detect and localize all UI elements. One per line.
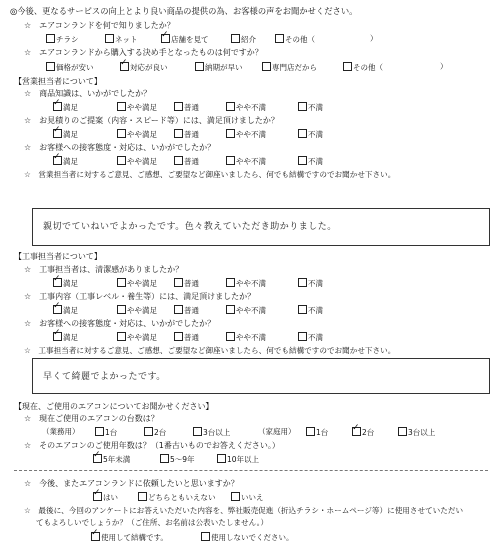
years-opt-5to9[interactable]: 5〜9年	[160, 454, 195, 465]
work-comment-text: 早くて綺麗でよかったです。	[43, 372, 166, 382]
home-opt-2[interactable]: ✓ 2台	[352, 427, 374, 438]
publish-opt-allow[interactable]: ✓使用して結構です。	[91, 532, 168, 543]
checkbox-icon	[343, 62, 352, 71]
business-label: （業務用）	[42, 427, 80, 436]
q2-opt-service[interactable]: ✓ 対応が良い	[120, 62, 168, 73]
checked-checkbox-icon	[53, 129, 62, 138]
scale-opt[interactable]: やや満足	[117, 305, 157, 316]
scale-opt[interactable]: ✓満足	[53, 332, 78, 343]
survey-header: ◎今後、更なるサービスの向上とより良い商品の提供の為、お客様の声をお聞かせください。	[10, 6, 358, 16]
checkbox-icon	[144, 427, 153, 436]
aircon-q-years: ☆ そのエアコンのご使用年数は？（1番古いものでお答えください。）	[24, 441, 280, 450]
checkbox-icon	[298, 156, 307, 165]
q-again-text: ☆ 今後、またエアコンランドに依頼したいと思いますか？	[24, 479, 239, 488]
business-opt-1[interactable]: 1台	[95, 427, 117, 438]
scale-opt[interactable]: やや不満	[226, 129, 266, 140]
checked-checkbox-icon	[53, 332, 62, 341]
scale-opt[interactable]: 不満	[298, 156, 323, 167]
q1-opt-store[interactable]: ✓ 店舗を見て	[161, 34, 209, 45]
work-q-clean: ☆ 工事担当者は、清潔感がありましたか？	[24, 265, 184, 274]
checkbox-icon	[174, 278, 183, 287]
scale-opt[interactable]: 普通	[174, 129, 199, 140]
checkbox-icon	[231, 34, 240, 43]
checked-checkbox-icon	[53, 156, 62, 165]
q1-opt-other[interactable]: その他（	[275, 34, 315, 45]
q1-other-close: ）	[370, 34, 378, 43]
q2-opt-price[interactable]: 価格が安い	[46, 62, 94, 73]
business-opt-3[interactable]: 3台以上	[193, 427, 230, 438]
q1-opt-referral[interactable]: 紹介	[231, 34, 256, 45]
section-divider	[14, 470, 488, 471]
again-opt-no[interactable]: いいえ	[231, 492, 264, 503]
work-section-title: 【工事担当者について】	[14, 252, 102, 261]
publish-opt-deny[interactable]: 使用しないでください。	[201, 532, 294, 543]
sales-q-comment: ☆ 営業担当者に対するご意見、ご感想、ご要望など御座いましたら、何でも結構ですのでお聞かせ下さい。	[24, 170, 396, 179]
q2-other-close: ）	[440, 62, 448, 71]
checkbox-icon	[226, 129, 235, 138]
checked-checkbox-icon	[161, 34, 170, 43]
checkbox-icon	[231, 492, 240, 501]
checkbox-icon	[160, 454, 169, 463]
work-q-manner: ☆ お客様への接客態度・対応は、いかがでしたか？	[24, 319, 216, 328]
checkbox-icon	[226, 278, 235, 287]
years-opt-under5[interactable]: ✓5年未満	[93, 454, 130, 465]
scale-opt[interactable]: ✓満足	[53, 305, 78, 316]
checkbox-icon	[174, 102, 183, 111]
scale-opt[interactable]: やや満足	[117, 129, 157, 140]
home-label: （家庭用）	[258, 427, 296, 436]
home-opt-3[interactable]: 3台以上	[398, 427, 435, 438]
checkbox-icon	[174, 332, 183, 341]
scale-opt[interactable]: やや満足	[117, 102, 157, 113]
scale-opt[interactable]: 不満	[298, 305, 323, 316]
checkbox-icon	[226, 332, 235, 341]
checkbox-icon	[138, 492, 147, 501]
checkbox-icon	[46, 62, 55, 71]
checkbox-icon	[298, 102, 307, 111]
scale-opt[interactable]: やや不満	[226, 156, 266, 167]
checkbox-icon	[117, 156, 126, 165]
checked-checkbox-icon	[53, 305, 62, 314]
checked-checkbox-icon	[93, 454, 102, 463]
checked-checkbox-icon	[120, 62, 129, 71]
scale-opt[interactable]: ✓満足	[53, 156, 78, 167]
checkbox-icon	[226, 156, 235, 165]
checkbox-icon	[174, 305, 183, 314]
checkbox-icon	[298, 278, 307, 287]
checkbox-icon	[117, 278, 126, 287]
sales-comment-text: 親切でていねいでよかったです。色々教えていただき助かりました。	[43, 222, 337, 232]
scale-opt[interactable]: やや満足	[117, 156, 157, 167]
checkbox-icon	[117, 129, 126, 138]
again-opt-neutral[interactable]: どちらともいえない	[138, 492, 216, 503]
checkbox-icon	[275, 34, 284, 43]
q2-opt-delivery[interactable]: 納期が早い	[195, 62, 243, 73]
checkbox-icon	[193, 427, 202, 436]
scale-opt[interactable]: 普通	[174, 332, 199, 343]
work-comment-box[interactable]	[32, 358, 490, 394]
scale-opt[interactable]: 不満	[298, 332, 323, 343]
scale-opt[interactable]: ✓満足	[53, 129, 78, 140]
checkbox-icon	[298, 332, 307, 341]
scale-opt[interactable]: やや不満	[226, 332, 266, 343]
checkbox-icon	[217, 454, 226, 463]
checkbox-icon	[95, 427, 104, 436]
scale-opt[interactable]: 不満	[298, 129, 323, 140]
scale-opt[interactable]: 普通	[174, 156, 199, 167]
scale-opt[interactable]: 普通	[174, 102, 199, 113]
scale-opt[interactable]: ✓満足	[53, 278, 78, 289]
sales-section-title: 【営業担当者について】	[14, 77, 102, 86]
checkbox-icon	[226, 305, 235, 314]
checkbox-icon	[46, 34, 55, 43]
q2-opt-other[interactable]: その他（	[343, 62, 383, 73]
q1-opt-flyer[interactable]: チラシ	[46, 34, 79, 45]
q2-opt-specialist[interactable]: 専門店だから	[262, 62, 317, 73]
checked-checkbox-icon	[91, 532, 100, 541]
scale-opt[interactable]: やや不満	[226, 102, 266, 113]
q2-text: ☆ エアコンランドから購入する決め手となったものは何ですか？	[24, 48, 263, 57]
checkbox-icon	[117, 332, 126, 341]
scale-opt[interactable]: やや満足	[117, 278, 157, 289]
home-opt-1[interactable]: 1台	[306, 427, 328, 438]
aircon-section-title: 【現在、ご使用のエアコンについてお聞かせください】	[14, 402, 214, 411]
years-opt-10plus[interactable]: 10年以上	[217, 454, 259, 465]
scale-opt[interactable]: ✓満足	[53, 102, 78, 113]
work-q-quality: ☆ 工事内容（工事レベル・養生等）には、満足頂けましたか？	[24, 292, 256, 301]
q1-text: ☆ エアコンランドを何で知りましたか？	[24, 21, 175, 30]
scale-opt[interactable]: 不満	[298, 278, 323, 289]
checkbox-icon	[306, 427, 315, 436]
sales-q-proposal: ☆ お見積りのご提案（内容・スピード等）には、満足頂けましたか？	[24, 116, 279, 125]
checkbox-icon	[226, 102, 235, 111]
checked-checkbox-icon	[53, 102, 62, 111]
again-opt-yes[interactable]: ✓はい	[93, 492, 118, 503]
checkbox-icon	[105, 34, 114, 43]
checked-checkbox-icon	[53, 278, 62, 287]
checkbox-icon	[201, 532, 210, 541]
scale-opt[interactable]: やや不満	[226, 278, 266, 289]
checked-checkbox-icon	[93, 492, 102, 501]
aircon-q-count: ☆ 現在ご使用のエアコンの台数は？	[24, 414, 159, 423]
checkbox-icon	[195, 62, 204, 71]
checkbox-icon	[262, 62, 271, 71]
checkbox-icon	[398, 427, 407, 436]
checkbox-icon	[174, 129, 183, 138]
sales-q-manner: ☆ お客様への接客態度・対応は、いかがでしたか？	[24, 143, 216, 152]
checkbox-icon	[174, 156, 183, 165]
q1-opt-net[interactable]: ネット	[105, 34, 138, 45]
work-q-comment: ☆ 工事担当者に対するご意見、ご感想、ご要望など御座いましたら、何でも結構ですのでお聞かせ下さい。	[24, 346, 396, 355]
checked-checkbox-icon	[352, 427, 361, 436]
checkbox-icon	[117, 305, 126, 314]
checkbox-icon	[298, 305, 307, 314]
sales-comment-box[interactable]	[32, 208, 490, 246]
scale-opt[interactable]: やや不満	[226, 305, 266, 316]
scale-opt[interactable]: 不満	[298, 102, 323, 113]
q-publish-text-1: ☆ 最後に、今回のアンケートにお答えいただいた内容を、弊社販売促進（折込チラシ・ホームページ等）に使用させていただい	[24, 506, 464, 515]
sales-q-knowledge: ☆ 商品知識は、いかがでしたか？	[24, 89, 152, 98]
checkbox-icon	[298, 129, 307, 138]
business-opt-2[interactable]: 2台	[144, 427, 166, 438]
checkbox-icon	[117, 102, 126, 111]
scale-opt[interactable]: 普通	[174, 278, 199, 289]
scale-opt[interactable]: 普通	[174, 305, 199, 316]
q-publish-text-2: てもよろしいでしょうか？（ご住所、お名前は公表いたしません。）	[36, 518, 269, 527]
scale-opt[interactable]: やや満足	[117, 332, 157, 343]
